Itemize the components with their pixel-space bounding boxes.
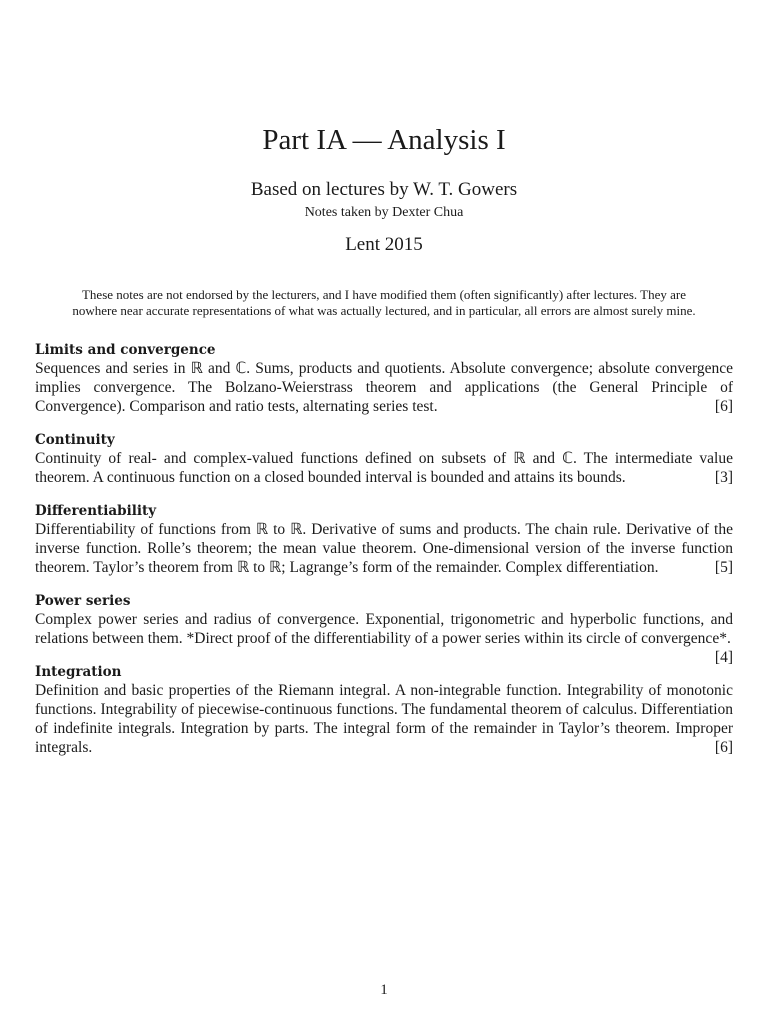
lecture-count: [3] <box>714 469 733 486</box>
lecture-count: [6] <box>714 398 733 415</box>
syllabus <box>35 342 733 773</box>
section-text: Sequences and series in ℝ and ℂ. Sums, products and quotients. Absolute convergence; absolute convergence implies convergence. The Bolzano-Weierstrass theorem and applications (the General Principle of Convergence). Comparison and ratio tests, alternating series test. [6] <box>35 360 733 415</box>
section-heading: Power series <box>35 593 131 609</box>
note-taker-line: Notes taken by Dexter Chua <box>304 205 464 220</box>
disclaimer: These notes are not endorsed by the lecturers, and I have modified them (often significantly) after lectures. They are nowhere near accurate representations of what was actually lectured, and in particular, all errors are almost surely mine. <box>72 287 696 318</box>
section-text: Definition and basic properties of the Riemann integral. A non-integrable function. Integrability of monotonic functions. Integrability of piecewise-continuous functions. The fundamental theorem of calculus. Differentiation of indefinite integrals. Integration by parts. The integral form of the remainder in Taylor’s theorem. Improper integrals. [6] <box>35 682 733 756</box>
section-heading: Limits and convergence <box>35 342 216 358</box>
syllabus-section-limits <box>35 342 733 416</box>
document-title: Part IA — Analysis I <box>262 124 506 156</box>
section-heading: Continuity <box>35 432 115 448</box>
syllabus-section-integration <box>35 664 733 757</box>
section-text: Differentiability of functions from ℝ to ℝ. Derivative of sums and products. The chain rule. Derivative of the inverse function. Rolle’s theorem; the mean value theorem. One-dimensional version of the inverse function theorem. Taylor’s theorem from ℝ to ℝ; Lagrange’s form of the remainder. Complex differentiation. [5] <box>35 521 733 576</box>
page-number: 1 <box>380 982 388 998</box>
term-date: Lent 2015 <box>345 234 423 255</box>
lecture-count: [6] <box>714 739 733 756</box>
section-text: Complex power series and radius of convergence. Exponential, trigonometric and hyperbolic functions, and relations between them. *Direct proof of the differentiability of a power series within its circle of convergence*. [4] <box>35 611 733 666</box>
lecturer-line: Based on lectures by W. T. Gowers <box>250 179 518 200</box>
lecture-count: [4] <box>714 649 733 666</box>
syllabus-section-differentiability <box>35 503 733 577</box>
lecture-count: [5] <box>714 559 733 576</box>
syllabus-section-continuity <box>35 432 733 487</box>
section-text: Continuity of real- and complex-valued functions defined on subsets of ℝ and ℂ. The intermediate value theorem. A continuous function on a closed bounded interval is bounded and attains its bounds. [3] <box>35 450 733 486</box>
section-heading: Integration <box>35 664 122 680</box>
syllabus-section-power-series <box>35 593 733 666</box>
section-heading: Differentiability <box>35 503 157 519</box>
